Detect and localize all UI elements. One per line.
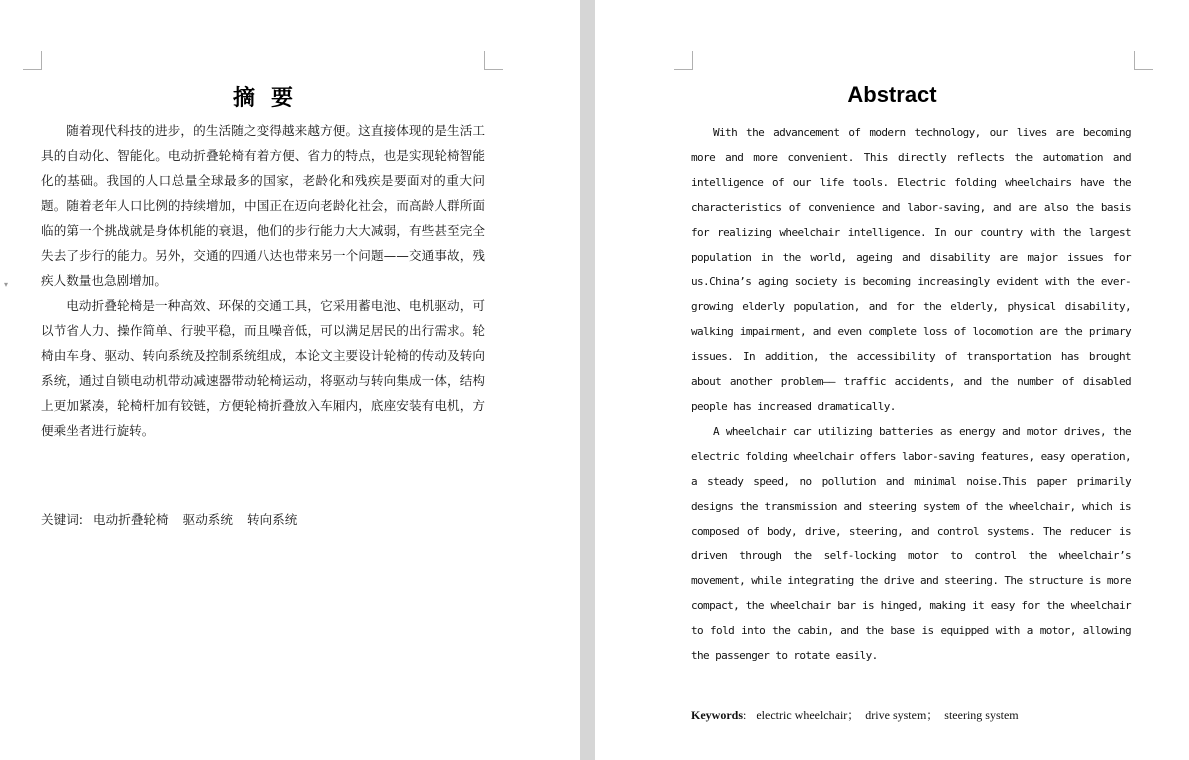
page-gutter bbox=[580, 0, 595, 760]
chinese-abstract-title bbox=[0, 81, 528, 112]
chinese-paragraph-2: 电动折叠轮椅是一种高效、环保的交通工具，它采用蓄电池、电机驱动，可以节省人力、操作简单、行驶平稳，而且噪音低，可以满足居民的出行需求。轮椅由车身、驱动、转向系统及控制系统组成，本论文主要设计轮椅的传动及转向系统，通过自锁电动机带动减速器带动轮椅运动，将驱动与转向集成一体，结构上更加紧凑，轮椅杆加有铰链，方便轮椅折叠放入车厢内，底座安装有电机，方便乘坐者进行旋转。 bbox=[41, 298, 485, 438]
english-abstract-body bbox=[691, 121, 1131, 669]
english-keywords bbox=[691, 705, 1019, 725]
keyword: steering system bbox=[944, 708, 1019, 722]
keywords-label: 关键词: bbox=[41, 512, 84, 527]
collapse-arrow-icon[interactable]: ▾ bbox=[4, 280, 9, 289]
page-corner-mark bbox=[23, 51, 42, 70]
chinese-abstract-body bbox=[41, 118, 485, 443]
title-char: 要 bbox=[271, 86, 296, 111]
keyword: electric wheelchair； bbox=[756, 708, 860, 722]
page-corner-mark bbox=[1134, 51, 1153, 70]
english-abstract-title: Abstract bbox=[847, 82, 937, 107]
english-paragraph-1: With the advancement of modern technology, our lives are becoming more and more convenient. This directly reflects the automation and intelligence of our life tools. Electric folding wheelchairs have the characteristics of convenience and labor-saving, and are also the basis for realizing wheelchair intelligence. In our country with the largest population in the world, ageing and disability are major issues for us.China’s aging society is becoming increasingly evident with the ever-growing elderly population, and for the elderly, physical disability, walking impairment, and even complete loss of locomotion are the primary issues. In addition, the accessibility of transportation has brought about another problem—— traffic accidents, and the number of disabled people has increased dramatically. bbox=[691, 126, 1131, 413]
keywords-label: Keywords bbox=[691, 708, 743, 722]
page-corner-mark bbox=[674, 51, 693, 70]
chinese-paragraph-1: 随着现代科技的进步，的生活随之变得越来越方便。这直接体现的是生活工具的自动化、智能化。电动折叠轮椅有着方便、省力的特点，也是实现轮椅智能化的基础。我国的人口总量全球最多的国家，老龄化和残疾是要面对的重大问题。随着老年人口比例的持续增加，中国正在迈向老龄化社会，而高龄人群所面临的第一个挑战就是身体机能的衰退，他们的步行能力大大减弱，有些甚至完全失去了步行的能力。另外，交通的四通八达也带来另一个问题——交通事故，残疾人数量也急剧增加。 bbox=[41, 123, 485, 288]
page-corner-mark bbox=[484, 51, 503, 70]
title-char: 摘 bbox=[232, 86, 257, 111]
english-abstract-page bbox=[595, 0, 1189, 760]
keyword: drive system； bbox=[865, 708, 939, 722]
chinese-abstract-page bbox=[0, 0, 580, 760]
keywords-colon: : bbox=[743, 708, 747, 722]
keyword: 电动折叠轮椅 bbox=[93, 512, 169, 527]
english-paragraph-2: A wheelchair car utilizing batteries as energy and motor drives, the electric folding wheelchair offers labor-saving features, easy operation, a steady speed, no pollution and minimal noise.This paper primarily designs the transmission and steering system of the wheelchair, which is composed of body, drive, steering, and control systems. The reducer is driven through the self-locking motor to control the wheelchair’s movement, while integrating the drive and steering. The structure is more compact, the wheelchair bar is hinged, making it easy for the wheelchair to fold into the cabin, and the base is equipped with a motor, allowing the passenger to rotate easily. bbox=[691, 424, 1131, 663]
chinese-keywords bbox=[41, 510, 297, 530]
keyword: 驱动系统 bbox=[182, 512, 233, 527]
keyword: 转向系统 bbox=[246, 512, 298, 527]
